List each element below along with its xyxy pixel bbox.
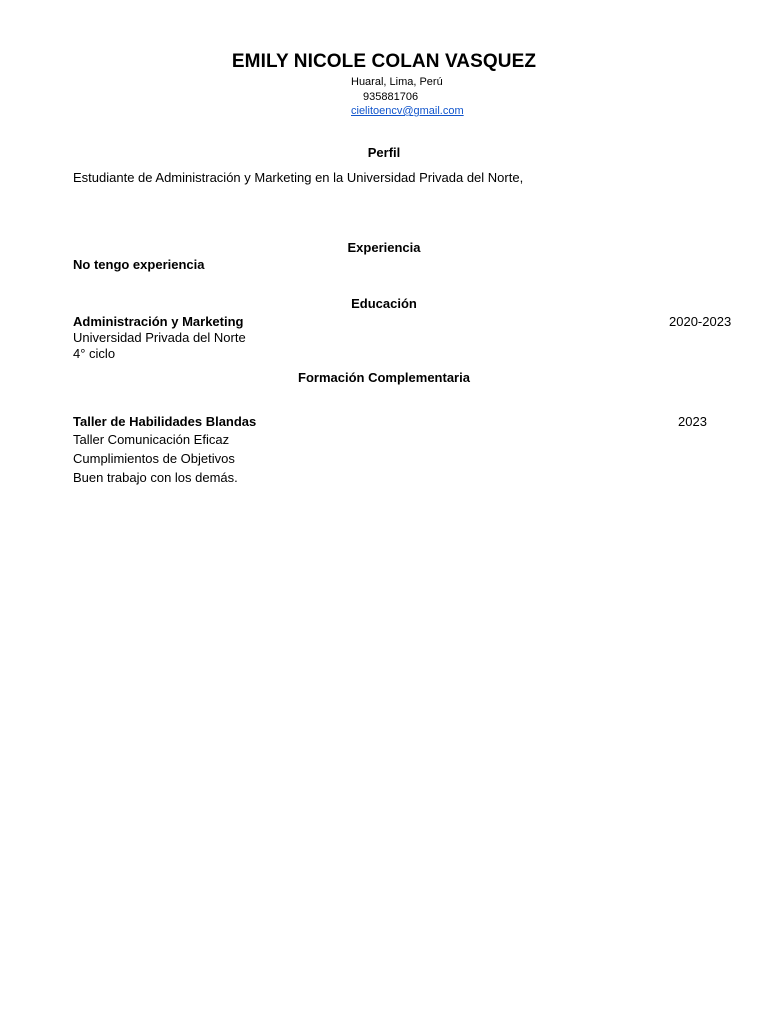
education-heading: Educación	[351, 296, 417, 311]
training-item: Taller Comunicación Eficaz	[73, 432, 230, 447]
training-year: 2023	[678, 414, 707, 429]
email-link[interactable]: cielitoencv@gmail.com	[351, 105, 464, 117]
profile-heading: Perfil	[367, 145, 401, 160]
education-degree: Administración y Marketing	[73, 314, 244, 329]
education-cycle: 4° ciclo	[73, 346, 116, 361]
training-heading: Formación Complementaria	[298, 370, 470, 385]
location-text: Huaral, Lima, Perú	[351, 76, 443, 88]
experience-text: No tengo experiencia	[73, 257, 205, 272]
training-title: Taller de Habilidades Blandas	[73, 414, 257, 429]
applicant-name: EMILY NICOLE COLAN VASQUEZ	[231, 51, 537, 72]
education-years: 2020-2023	[669, 314, 732, 329]
training-item: Cumplimientos de Objetivos	[73, 451, 235, 466]
training-item: Buen trabajo con los demás.	[73, 470, 238, 485]
experience-heading: Experiencia	[347, 240, 421, 255]
education-institution: Universidad Privada del Norte	[73, 330, 246, 345]
profile-text: Estudiante de Administración y Marketing en la Universidad Privada del Norte,	[73, 170, 524, 185]
phone-text: 935881706	[363, 91, 419, 103]
